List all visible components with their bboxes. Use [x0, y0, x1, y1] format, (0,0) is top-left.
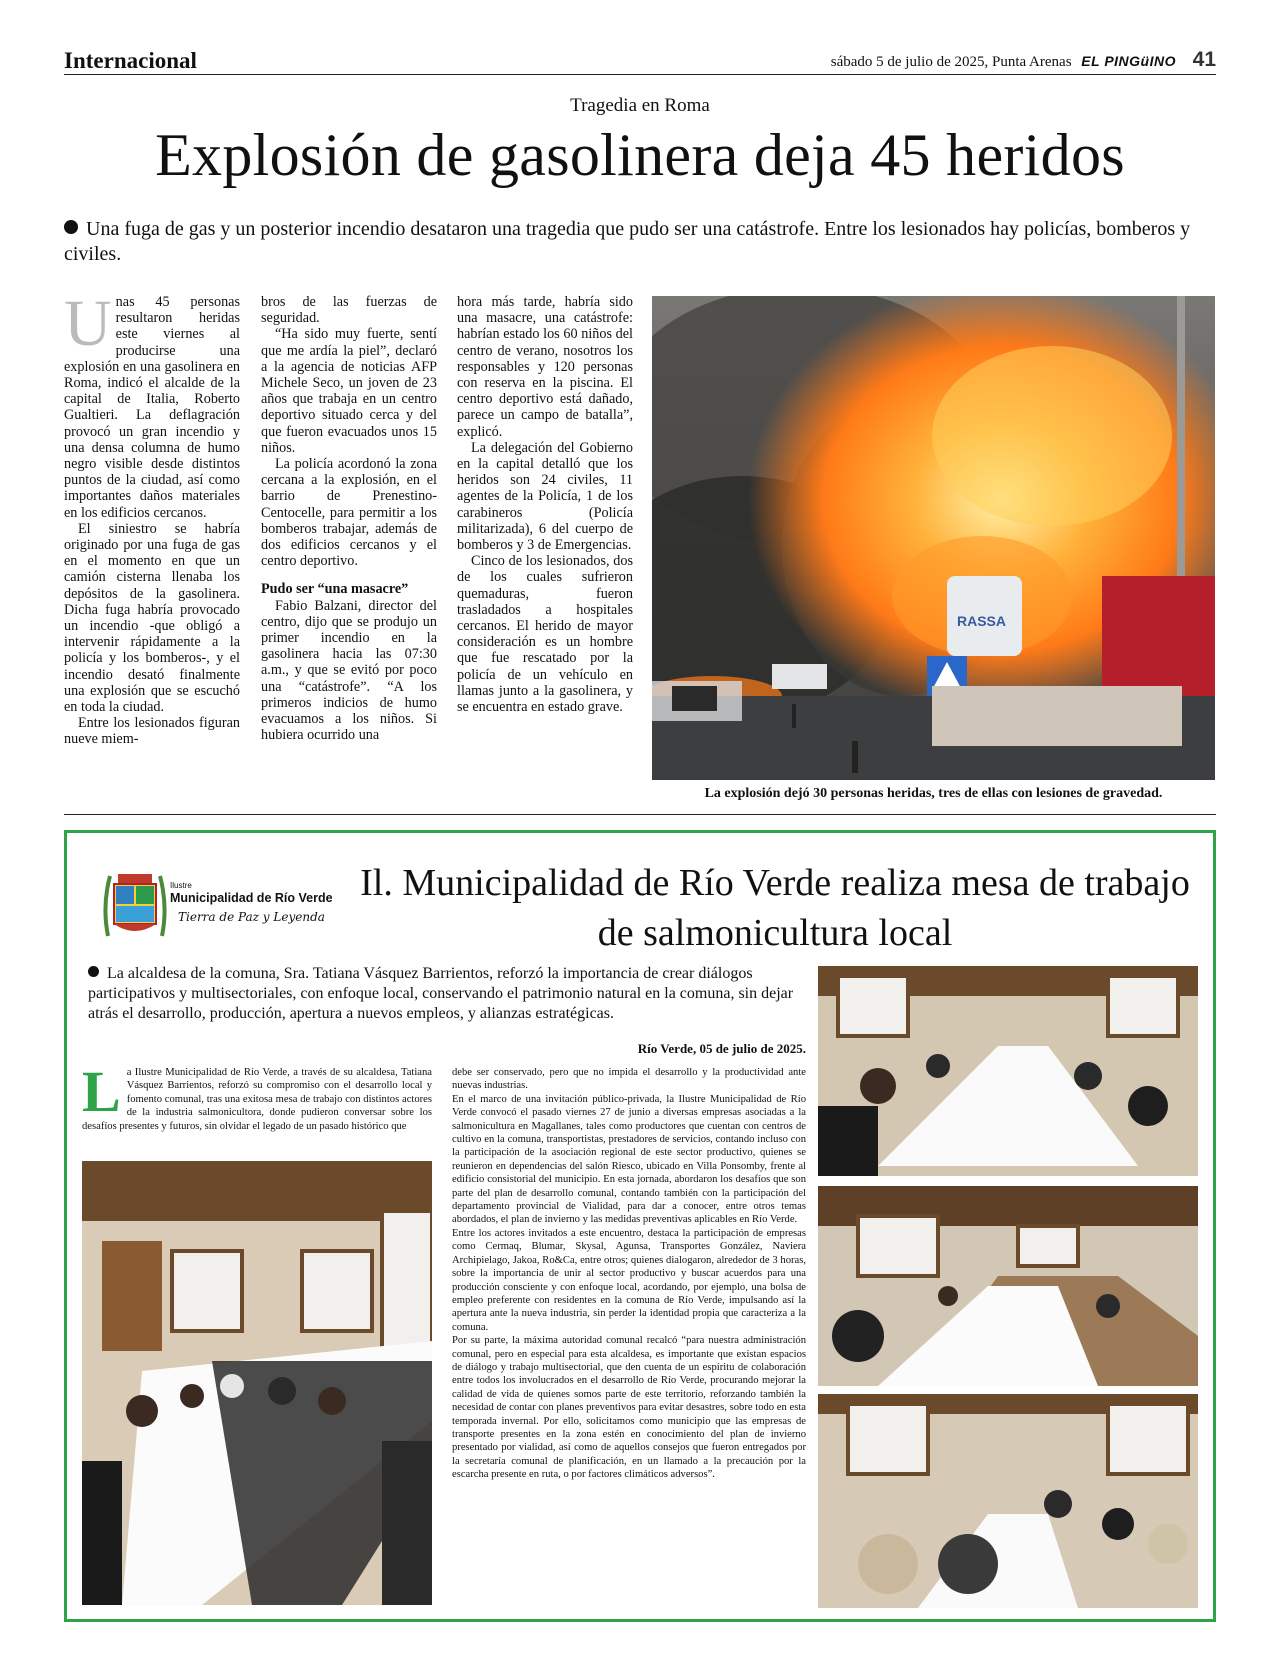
- paragraph: La policía acordonó la zona cercana a la explosión, en el barrio de Prenestino-Centocelle, para permitir a los bomberos trabajar, además de dos edificios cercanos y el centro deportivo.: [261, 456, 437, 570]
- meeting-photo-3: [818, 1394, 1198, 1608]
- bullet-icon: [88, 966, 99, 977]
- paragraph: Fabio Balzani, director del centro, dijo que se produjo un primer incendio en la gasolinera hacia las 07:30 a.m., y que se evitó por poco una “catástrofe”. “A los primeros indicios de humo evacuamos a los niños. Si hubiera ocurrido una: [261, 597, 437, 744]
- article-lede: [64, 217, 1219, 267]
- meeting-photo-main: [82, 1161, 432, 1605]
- advertorial-dateline: Río Verde, 05 de julio de 2025.: [637, 1041, 806, 1056]
- paragraph: bros de las fuerzas de seguridad.: [261, 294, 437, 327]
- article-column-3: [457, 294, 633, 715]
- paragraph-text: nas 45 personas resultaron heridas este viernes al producirse una explosión en una gasolinera en Roma, indicó el alcalde de la capital de Italia, Roberto Gualtieri. La deflagración provocó un gran incendio y una densa columna de humo negro visible desde distintos puntos de la ciudad, así como importantes daños materiales en los edificios cercanos.: [64, 294, 240, 521]
- page-header: [64, 48, 1216, 75]
- advertorial-intro: [82, 1059, 432, 1133]
- paragraph: Por su parte, la máxima autoridad comunal recalcó “para nuestra administración comunal, pero en especial para esta alcaldesa, es importante que existan espacios de diálogo y trabajo multisectorial, que den cuenta de un espíritu de colaboración entre todos los involucrados en el desarrollo de Río Verde, procurando mejorar la calidad de vida de quienes somos parte de este territorio, reforzando también la necesidad de contar con planes preventivos para evitar desastres, sobre todo en esta temporada invernal. Por ello, solicitamos como municipio que las empresas de transporte presentes en la zona estén en conocimiento del plan de invierno presentado por vialidad, así como de aquellos consejos que fueron entregados por la secretaría comunal de planificación, en un llamado a la precaución por la escarcha presente en ruta, o por factores climáticos adversos”.: [452, 1335, 806, 1481]
- section-divider: [64, 814, 1216, 815]
- advertorial-headline: Il. Municipalidad de Río Verde realiza mesa de trabajo de salmonicultura local: [360, 862, 1190, 954]
- photo-caption: La explosión dejó 30 personas heridas, tres de ellas con lesiones de gravedad.: [704, 786, 1163, 801]
- paragraph: Entre los lesionados figuran nueve miem-: [64, 715, 240, 748]
- intro-text: a Ilustre Municipalidad de Río Verde, a través de su alcaldesa, Tatiana Vásquez Barrientos, reforzó su compromiso con el desarrollo local y fomento comunal, tras una exitosa mesa de trabajo con distintos actores de la industria salmonicultora, donde pudieron conversar sobre los desafíos presentes y futuros, sin olvidar el legado de un pasado histórico que: [82, 1067, 432, 1132]
- paragraph: [64, 287, 240, 521]
- article-kicker: Tragedia en Roma: [570, 95, 710, 116]
- page-number: 41: [1192, 48, 1216, 71]
- explosion-photo: [652, 296, 1215, 780]
- paragraph: “Ha sido muy fuerte, sentí que me ardía la piel”, declaró a la agencia de noticias AFP Michele Seco, un joven de 23 años que trabaja en un centro deportivo situado cerca y del que fueron evacuados unos 15 niños.: [261, 326, 437, 456]
- paragraph: El siniestro se habría originado por una fuga de gas en el momento en que un camión cisterna llenaba los depósitos de la gasolinera. Dicha fuga habría provocado un incendio -que obligó a intervenir rápidamente a la policía y los bomberos-, y el incendio desató finalmente una explosión que se escuchó en toda la ciudad.: [64, 520, 240, 716]
- subheading: Pudo ser “una masacre”: [261, 581, 409, 598]
- advertorial-body: [452, 1066, 806, 1482]
- meeting-photo-1: [818, 966, 1198, 1176]
- issue-date: sábado 5 de julio de 2025, Punta Arenas: [830, 54, 1072, 70]
- tank-sign-text: RASSA: [957, 613, 1007, 629]
- drop-cap: L: [82, 1059, 121, 1124]
- paragraph: Cinco de los lesionados, dos de los cuales sufrieron quemaduras, fueron trasladados a hospitales cercanos. El herido de mayor consideración es un hombre que fue rescatado por la policía de un vehículo en llamas junto a la gasolinera, y se encuentra en estado grave.: [457, 553, 633, 716]
- logo-small-text: Ilustre: [170, 881, 192, 890]
- paragraph: En el marco de una invitación público-privada, la Ilustre Municipalidad de Río Verde convocó el pasado viernes 27 de junio a diversas empresas asociadas a la salmonicultura en Magallanes, tales como productores que cuentan con centros de cultivo en la comuna, transportistas, prestadores de servicios, contando incluso con la participación de la asociación regional de este sector productivo, quienes se reunieron en dependencias del salón Riesco, ubicado en Villa Ponsomby, frente al edificio consistorial del municipio. En esta jornada, abordaron los desafíos que son parte del plan de desarrollo comunal, contando también con la participación del departamento provincial de Vialidad, para dar a conocer, entre otros temas abordados, el plan de invierno y las medidas preventivas aplicables en Río Verde.: [452, 1093, 806, 1226]
- meeting-photo-2: [818, 1186, 1198, 1386]
- logo-tagline: Tierra de Paz y Leyenda: [178, 910, 325, 924]
- lede-text: Una fuga de gas y un posterior incendio desataron una tragedia que pudo ser una catástrofe. Entre los lesionados hay policías, bomberos y civiles.: [64, 218, 1191, 265]
- article-column-2: [261, 294, 437, 743]
- logo-name: Municipalidad de Río Verde: [170, 891, 333, 905]
- paragraph: debe ser conservado, pero que no impida el desarrollo y la productividad ante nuevas industrias.: [452, 1067, 806, 1092]
- article-column-1: [64, 287, 240, 748]
- header-dateline: [831, 52, 1176, 71]
- drop-cap: U: [64, 287, 112, 360]
- paragraph: La delegación del Gobierno en la capital detalló que los heridos son 24 civiles, 11 agentes de la Policía, 1 de los carabineros (Policía militarizada), 6 del cuerpo de bomberos y 3 de Emergencias.: [457, 439, 633, 554]
- lede-text: La alcaldesa de la comuna, Sra. Tatiana Vásquez Barrientos, reforzó la importancia de crear diálogos participativos y multisectoriales, con enfoque local, conservando el patrimonio natural en la comuna, sin dejar atrás el desarrollo, producción, apertura a nuevos empleos, y alianzas estratégicas.: [88, 965, 794, 1022]
- paragraph: hora más tarde, habría sido una masacre, una catástrofe: habrían estado los 60 niños del centro de verano, nosotros los responsables y 120 personas con reserva en la piscina. El centro deportivo está dañado, parece un campo de batalla”, explicó.: [457, 294, 633, 440]
- paragraph: Entre los actores invitados a este encuentro, destaca la participación de empresas como Cermaq, Blumar, Skysal, Agunsa, Transportes González, Naviera Archipielago, Jakoa, Ro&Ca, entre otros; quienes dialogaron, alrededor de 3 horas, sobre la importancia de unir al sector productivo y buscar acuerdos para una producción consciente y con enfoque local, acordando, por ejemplo, una bolsa de empleo preferente con residentes en la comuna de Río Verde, impulsando así la apertura ante la nueva industria, sin perder la identidad propia que caracteriza a la comuna.: [452, 1227, 806, 1333]
- section-label: Internacional: [64, 48, 197, 73]
- article-headline: Explosión de gasolinera deja 45 heridos: [155, 122, 1125, 188]
- bullet-icon: [64, 220, 78, 234]
- newspaper-brand: EL PINGüINO: [1081, 53, 1176, 69]
- advertorial-lede: [88, 964, 808, 1024]
